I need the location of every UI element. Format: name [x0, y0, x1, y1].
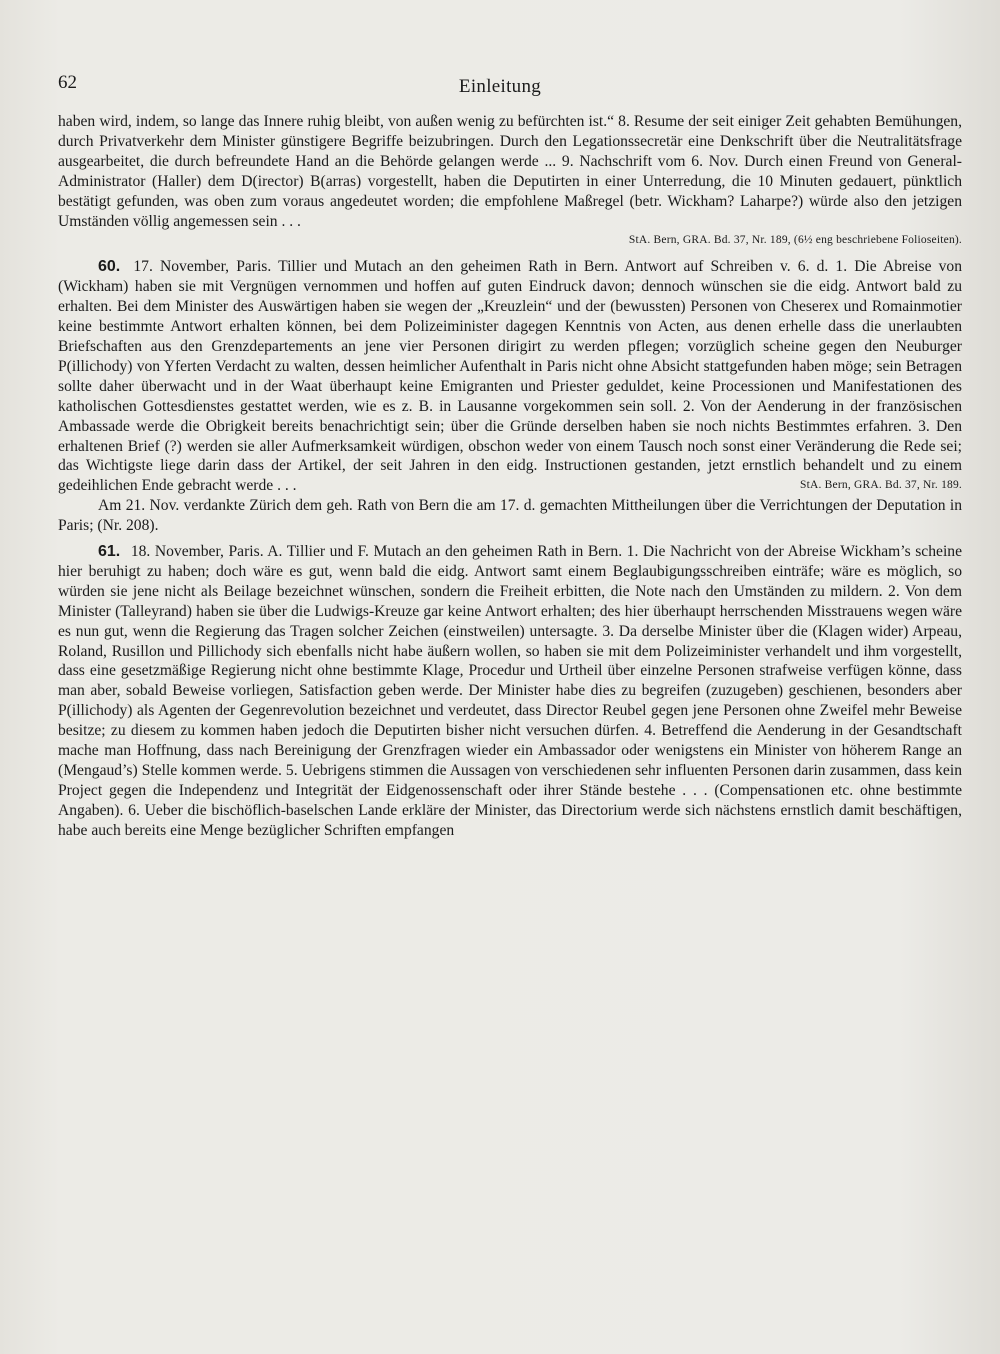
- entry-61-text: 18. November, Paris. A. Tillier und F. Mutach an den geheimen Rath in Bern. 1. Die Nachricht von der Abreise Wickham’s scheine hier beruhigt zu haben; doch wäre es gut, wenn bald die eidg. Antwort samt einem Beglaubigungsschreiben einträfe; wäre es möglich, so würden sie jene nicht als Beilage bezeichnet wünschen, sondern die Freiheit erbitten, die Note nach den Umständen zu mildern. 2. Von dem Minister (Talleyrand) haben sie über die Ludwigs-Kreuze gar keine Antwort erhalten; des hier überhaupt herrschenden Misstrauens wegen wäre es nun gut, wenn die Regierung das Tragen solcher Zeichen (einstweilen) untersagte. 3. Da derselbe Minister über die (Klagen wider) Arpeau, Roland, Rusillon und Pillichody sich ebenfalls nicht habe äußern wollen, so haben sie mit dem Polizeiminister verhandelt und ihm vorgestellt, dass eine gesetzmäßige Regierung nicht ohne bestimmte Klage, Procedur und Urtheil über einzelne Personen strafweise verfügen könne, dass man aber, sobald Beweise vorliegen, Satisfaction geben werde. Der Minister habe dies zu begreifen (zuzugeben) geschienen, besonders aber P(illichody) als Agenten der Gegenrevolution bezeichnet und verdeutet, dass Director Reubel gegen jene Personen ohne Zweifel mehr Beweise besitze; zu diesem zu kommen haben jedoch die Deputirten bisher nicht versuchen dürfen. 4. Betreffend die Aenderung in der Gesandtschaft mache man Hoffnung, dass nach Bereinigung der Grenzfragen wieder ein Ambassador oder wenigstens ein Minister von höherem Range an (Mengaud’s) Stelle kommen werde. 5. Uebrigens stimmen die Aussagen von verschiedenen sehr influenten Personen darin zusammen, dass kein Project gegen die Independenz und Integrität der Eidgenossenschaft oder ihrer Stände bestehe . . . (Compensationen etc. ohne bestimmte Angaben). 6. Ueber die bischöflich-baselschen Lande erkläre der Minister, das Directorium werde sich nächstens ernstlich damit beschäftigen, habe auch bereits eine Menge bezüglicher Schriften empfangen: [58, 543, 963, 839]
- continuation-text: haben wird, indem, so lange das Innere ruhig bleibt, von außen wenig zu befürchten ist.“ 8. Resume der seit einiger Zeit gehabten Bemühungen, durch Privatverkehr dem Minister günstigere Begriffe beizubringen. Durch den Legationssecretär eine Denkschrift über die Neutralitätsfrage ausgearbeitet, die durch befreundete Hand an die Behörde gelangen werde ... 9. Nachschrift vom 6. Nov. Durch einen Freund von General-Administrator (Haller) dem D(irector) B(arras) vorgestellt, haben die Deputirten in einer Unterredung, die 10 Minuten gedauert, pünktlich bestätigt gefunden, was oben zum voraus angedeutet worden; die empfohlene Maßregel (betr. Wickham? Laharpe?) würde also den jetzigen Umständen völlig angemessen sein . . .: [58, 113, 962, 230]
- continuation-paragraph: [58, 112, 962, 231]
- entry-60-note: [58, 496, 962, 536]
- entry-61-number: 61.: [98, 543, 121, 561]
- page-body: [58, 112, 962, 841]
- continuation-source-citation: StA. Bern, GRA. Bd. 37, Nr. 189, (6½ eng beschriebene Folioseiten).: [628, 234, 962, 247]
- page-number: 62: [58, 72, 77, 93]
- entry-60-number: 60.: [98, 258, 121, 276]
- entry-60-source-citation: StA. Bern, GRA. Bd. 37, Nr. 189.: [800, 479, 962, 492]
- entry-60: [58, 257, 962, 496]
- entry-60-note-text: Am 21. Nov. verdankte Zürich dem geh. Rath von Bern die am 17. d. gemachten Mittheilungen über die Verrichtungen der Deputation in Paris; (Nr. 208).: [58, 497, 962, 535]
- entry-60-text: 17. November, Paris. Tillier und Mutach an den geheimen Rath in Bern. Antwort auf Schreiben v. 6. d. 1. Die Abreise von (Wickham) haben sie mit Vergnügen vernommen und hoffen auf guten Eindruck davon; dennoch wünschen sie die eidg. Antwort bald zu erhalten. Bei dem Minister des Auswärtigen haben sie wegen der „Kreuzlein“ und der (bewussten) Personen von Cheserex und Romainmotier keine bestimmte Antwort erhalten können, bei dem Polizeiminister dagegen Kenntnis von Acten, aus denen erhelle dass die unerlaubten Briefschaften aus den Grenzdepartements an jene vier Personen dirigirt zu werden pflegen; vorzüglich scheine gegen den Neuburger P(illichody) von Yferten Verdacht zu walten, dessen heimlicher Aufenthalt in Paris nicht ohne Absicht stattgefunden haben möge; sein Betragen sollte daher überwacht und in der Waat überhaupt keine Emigranten und Priester geduldet, keine Processionen und Manifestationen des katholischen Gottesdienstes gestattet werden, wie es z. B. in Lausanne vorgekommen sein soll. 2. Von der Aenderung in der französischen Ambassade werde die Obrigkeit bereits benachrichtigt sein; über die Gründe derselben haben sie noch nichts Bestimmtes erfahren. 3. Den erhaltenen Brief (?) werden sie aller Aufmerksamkeit würdigen, obschon weder von einem Tausch noch sonst einer Veränderung die Rede sei; das Wichtigste liege darin dass der Artikel, der seit Jahren in den eidg. Instructionen gestanden, jetzt ernstlich behandelt und zu einem gedeihlichen Ende gebracht werde . . .: [58, 258, 962, 495]
- entry-61: [58, 542, 962, 841]
- running-title: Einleitung: [458, 76, 542, 97]
